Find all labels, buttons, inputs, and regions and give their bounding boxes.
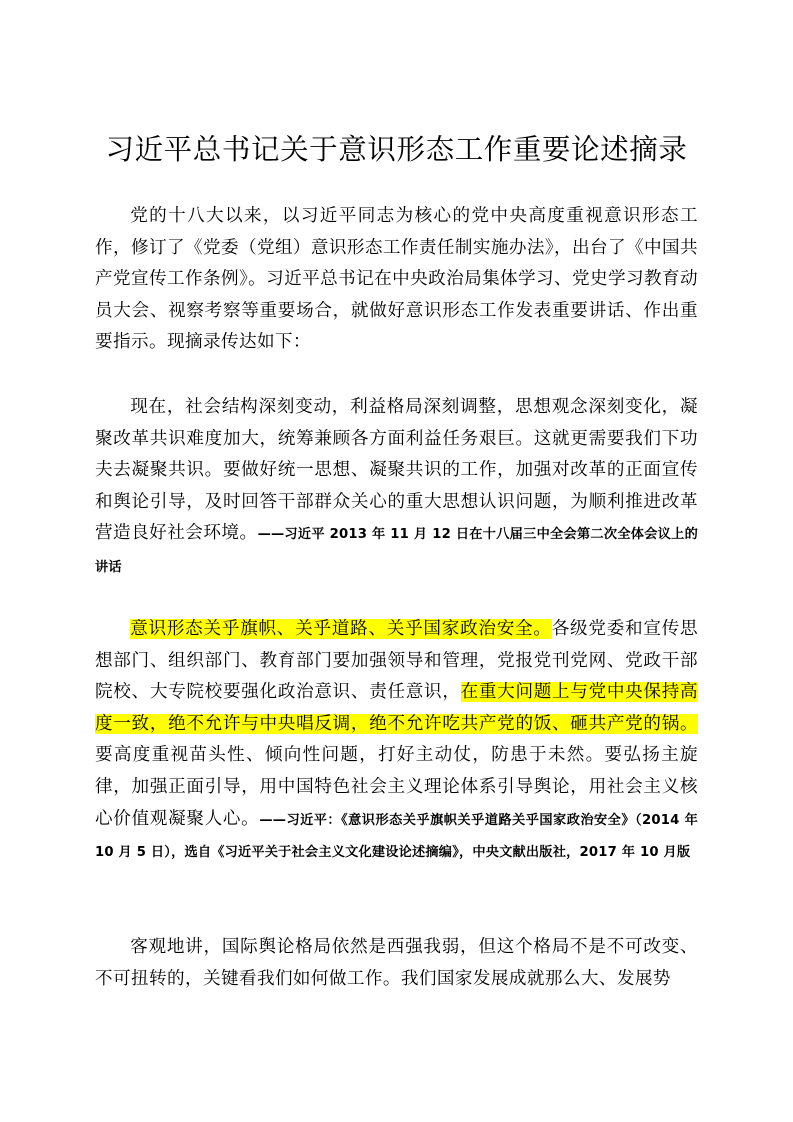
- quote-paragraph-2: [95, 614, 698, 869]
- page-title: 习近平总书记关于意识形态工作重要论述摘录: [105, 133, 688, 166]
- intro-paragraph: 党的十八大以来，以习近平同志为核心的党中央高度重视意识形态工作，修订了《党委（党组）意识形态工作责任制实施办法》，出台了《中国共产党宣传工作条例》。习近平总书记在中央政治局集体学习、党史学习教育动员大会、视察考察等重要场合，就做好意识形态工作发表重要讲话、作出重要指示。现摘录传达如下：: [95, 206, 698, 353]
- quote-source: ——习近平 2013 年 11 月 12 日在十八届三中全会第二次全体会议上的讲话: [95, 527, 698, 575]
- quote-text: 客观地讲，国际舆论格局依然是西强我弱，但这个格局不是不可改变、不可扭转的，关键看我们如何做工作。我们国家发展成就那么大、发展势: [95, 937, 698, 989]
- highlighted-text: 在重大问题上与党中央保持高度一致，绝不允许与中央唱反调，绝不允许吃共产党的饭、砸共产党的锅。: [95, 682, 698, 734]
- quote-text: 各级党委和宣传思想部门、组织部门、教育部门要加强领导和管理，党报党刊党网、党政干部院校、大专院校要强化政治意识、责任意识，: [95, 619, 699, 703]
- highlighted-text: 意识形态关乎旗帜、关乎道路、关乎国家政治安全。: [130, 619, 552, 639]
- quote-paragraph-1: [95, 392, 698, 584]
- quote-text: 要高度重视苗头性、倾向性问题，打好主动仗，防患于未然。要弘扬主旋律，加强正面引导，用中国特色社会主义理论体系引导舆论，用社会主义核心价值观凝聚人心。: [95, 745, 698, 829]
- quote-paragraph-3: [95, 932, 698, 995]
- quote-text: 现在，社会结构深刻变动，利益格局深刻调整，思想观念深刻变化，凝聚改革共识难度加大，统筹兼顾各方面利益任务艰巨。这就更需要我们下功夫去凝聚共识。要做好统一思想、凝聚共识的工作，加强对改革的正面宣传和舆论引导，及时回答干部群众关心的重大思想认识问题，为顺利推进改革营造良好社会环境。: [95, 397, 698, 544]
- quote-source: ——习近平：《意识形态关乎旗帜关乎道路关乎国家政治安全》（2014 年 10 月 5 日），选自《习近平关于社会主义文化建设论述摘编》，中央文献出版社，2017 年 10 月版: [95, 812, 699, 861]
